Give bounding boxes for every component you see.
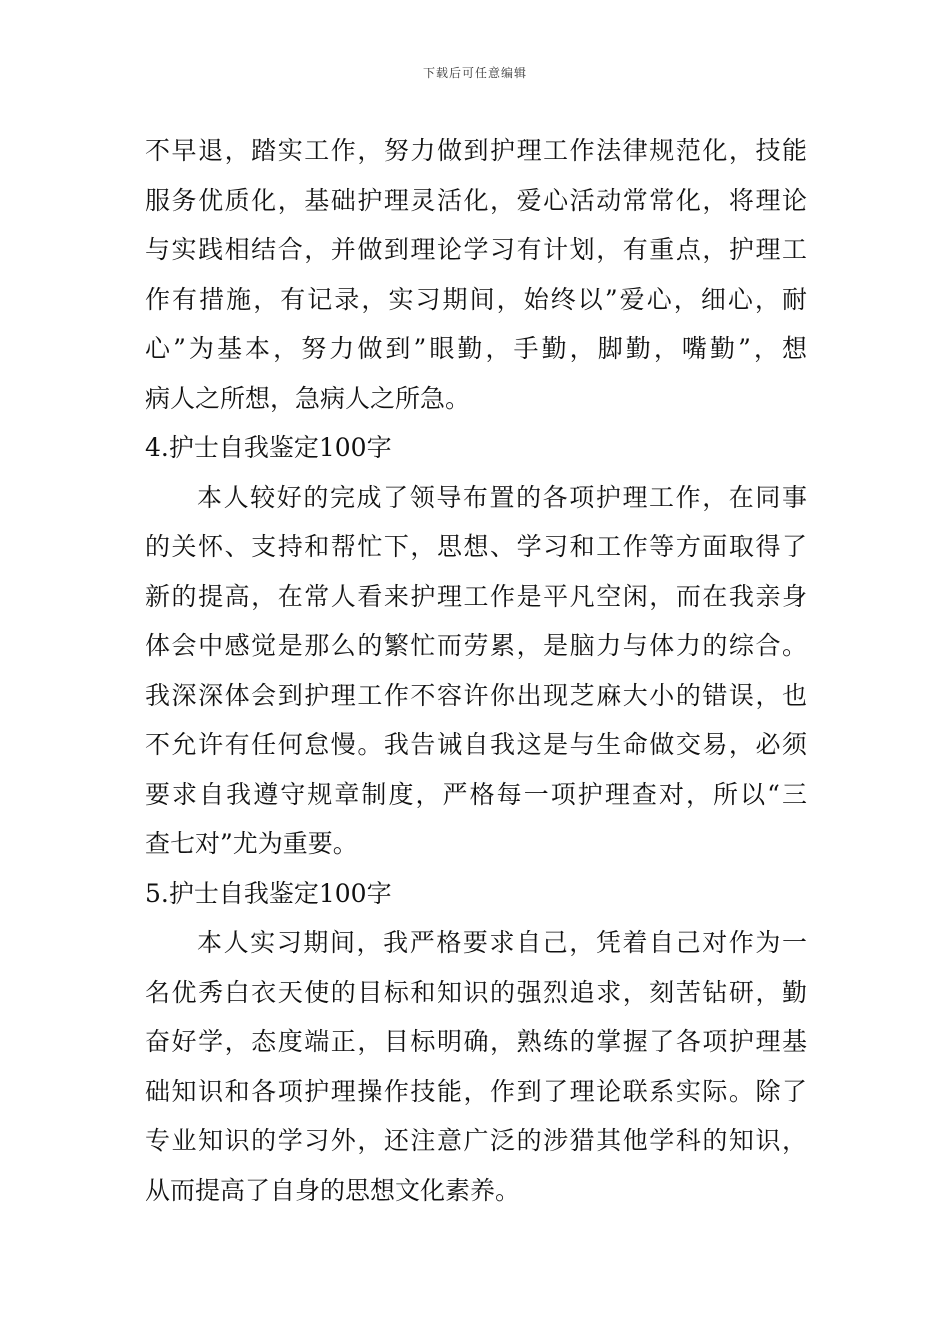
section-heading-4: 4.护士自我鉴定100字: [145, 433, 392, 462]
paragraph-line: 体会中感觉是那么的繁忙而劳累，是脑力与体力的综合。: [145, 631, 807, 660]
paragraph-line: 本人实习期间，我严格要求自己，凭着自己对作为一: [197, 928, 807, 957]
paragraph-line: 我深深体会到护理工作不容许你出现芝麻大小的错误，也: [145, 680, 807, 710]
paragraph-line: 服务优质化，基础护理灵活化，爱心活动常常化，将理论: [145, 185, 807, 215]
paragraph-continuation: [145, 126, 807, 423]
paragraph-line: 心”为基本，努力做到”眼勤，手勤，脚勤，嘴勤”，想: [145, 334, 807, 363]
section-heading-5: 5.护士自我鉴定100字: [145, 878, 392, 908]
document-body: [145, 126, 807, 1215]
paragraph-line: 专业知识的学习外，还注意广泛的涉猎其他学科的知识，: [145, 1126, 807, 1155]
section-4-paragraph: [145, 473, 807, 869]
page-header: 下载后可任意编辑: [422, 66, 527, 80]
section-5-paragraph: [145, 918, 807, 1215]
paragraph-line: 从而提高了自身的思想文化素养。: [145, 1175, 521, 1205]
paragraph-line: 不早退，踏实工作，努力做到护理工作法律规范化，技能: [145, 136, 807, 165]
paragraph-line: 础知识和各项护理操作技能，作到了理论联系实际。除了: [145, 1076, 807, 1106]
paragraph-line: 病人之所想，急病人之所急。: [145, 383, 471, 413]
paragraph-line: 与实践相结合，并做到理论学习有计划，有重点，护理工: [145, 235, 807, 264]
paragraph-line: 作有措施，有记录，实习期间，始终以”爱心，细心，耐: [145, 284, 807, 314]
paragraph-line: 名优秀白衣天使的目标和知识的强烈追求，刻苦钻研，勤: [145, 977, 807, 1007]
paragraph-line: 本人较好的完成了领导布置的各项护理工作，在同事: [197, 482, 807, 512]
paragraph-line: 新的提高，在常人看来护理工作是平凡空闲，而在我亲身: [145, 581, 807, 611]
paragraph-line: 不允许有任何怠慢。我告诫自我这是与生命做交易，必须: [145, 730, 807, 759]
paragraph-line: 要求自我遵守规章制度，严格每一项护理查对，所以“三: [145, 779, 807, 809]
paragraph-line: 奋好学，态度端正，目标明确，熟练的掌握了各项护理基: [145, 1027, 807, 1056]
paragraph-line: 的关怀、支持和帮忙下，思想、学习和工作等方面取得了: [145, 532, 807, 561]
paragraph-line: 查七对”尤为重要。: [145, 829, 358, 858]
